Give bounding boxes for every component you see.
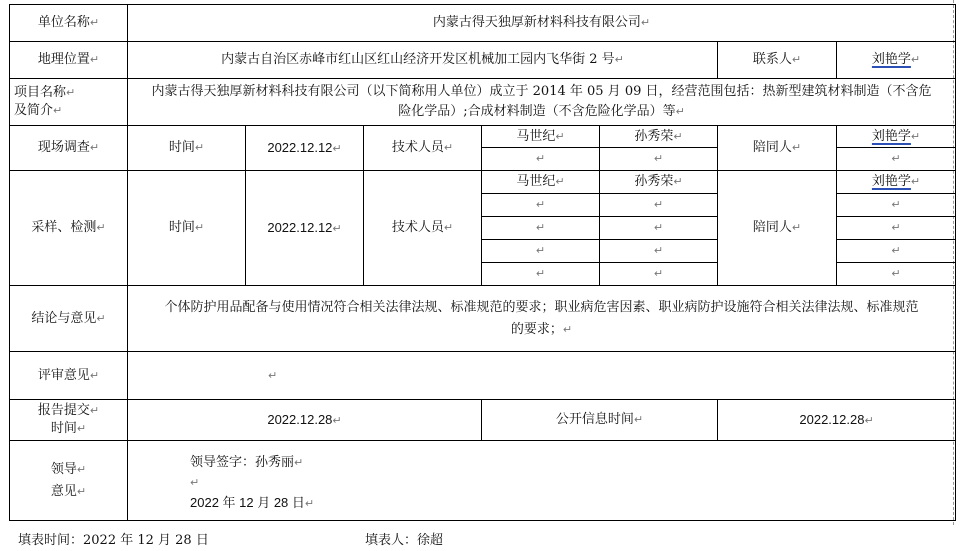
public-info-form <box>9 4 956 521</box>
leader-label: 领导↵ 意见↵ <box>10 441 128 521</box>
filler: 填表人：徐超 <box>365 533 444 548</box>
review-label: 评审意见↵ <box>10 352 128 400</box>
conclusion-line-1: 个体防护用品配备与使用情况符合相关法律法规、标准规范的要求；职业病危害因素、职业病防护设施符合相关法律法规、标准规范 <box>164 299 919 315</box>
sampling-empty-cell: ↵ <box>600 240 718 263</box>
row-leader <box>10 441 956 521</box>
sampling-empty-cell: ↵ <box>482 217 600 240</box>
sampling-empty-cell: ↵ <box>600 217 718 240</box>
sampling-empty-cell: ↵ <box>837 240 956 263</box>
conclusion-text: 个体防护用品配备与使用情况符合相关法律法规、标准规范的要求；职业病危害因素、职业病防护设施符合相关法律法规、标准规范 的要求；↵ <box>128 286 956 352</box>
sampling-staff-2: 孙秀荣↵ <box>600 171 718 194</box>
sampling-tech-label: 技术人员↵ <box>364 171 482 286</box>
location-label: 地理位置↵ <box>10 42 128 79</box>
row-conclusion <box>10 286 956 352</box>
sampling-empty-cell: ↵ <box>482 263 600 286</box>
location-value: 内蒙古自治区赤峰市红山区红山经济开发区机械加工园内飞华街 2 号↵ <box>128 42 718 79</box>
review-text: ↵ <box>128 352 956 400</box>
leader-date: 2022 年 12 月 28 日 <box>190 495 305 510</box>
contact-label: 联系人↵ <box>718 42 837 79</box>
project-label: 项目名称↵ 及简介↵ <box>10 79 128 126</box>
sampling-empty-cell: ↵ <box>837 194 956 217</box>
row-unit <box>10 5 956 42</box>
conclusion-line-2: 的要求； <box>510 321 563 337</box>
contact-value: 刘艳学↵ <box>837 42 956 79</box>
sampling-empty-cell: ↵ <box>600 263 718 286</box>
site-escort-label: 陪同人↵ <box>718 126 837 171</box>
sampling-empty-cell: ↵ <box>837 217 956 240</box>
row-project <box>10 79 956 126</box>
site-time-label: 时间↵ <box>128 126 246 171</box>
sampling-label: 采样、检测↵ <box>10 171 128 286</box>
fill-time: 填表时间：2022 年 12 月 28 日 <box>18 533 209 548</box>
unit-label: 单位名称↵ <box>10 5 128 42</box>
row-sampling <box>10 171 956 194</box>
leader-sign-block: 领导签字：孙秀丽↵ ↵ 2022 年 12 月 28 日↵ <box>128 441 956 521</box>
site-staff-1: 马世纪↵ <box>482 126 600 148</box>
unit-value: 内蒙古得天独厚新材料科技有限公司↵ <box>128 5 956 42</box>
leader-signature: 领导签字：孙秀丽 <box>190 455 295 470</box>
conclusion-label: 结论与意见↵ <box>10 286 128 352</box>
site-staff-empty-1: ↵ <box>482 148 600 171</box>
row-review <box>10 352 956 400</box>
sampling-escort-label: 陪同人↵ <box>718 171 837 286</box>
row-site <box>10 126 956 148</box>
row-location <box>10 42 956 79</box>
site-staff-2: 孙秀荣↵ <box>600 126 718 148</box>
site-tech-label: 技术人员↵ <box>364 126 482 171</box>
site-escort-empty: ↵ <box>837 148 956 171</box>
report-label: 报告提交↵ 时间↵ <box>10 400 128 441</box>
report-submit-date: 2022.12.28↵ <box>128 400 482 441</box>
sampling-empty-cell: ↵ <box>837 263 956 286</box>
sampling-empty-cell: ↵ <box>482 240 600 263</box>
project-summary: 内蒙古得天独厚新材料科技有限公司（以下简称用人单位）成立于 2014 年 05 月 09 日，经营范围包括：热新型建筑材料制造（不含危 险化学品）;合成材料制造（不含危险化学品）等↵ <box>128 79 956 126</box>
sampling-staff-1: 马世纪↵ <box>482 171 600 194</box>
sampling-empty-cell: ↵ <box>600 194 718 217</box>
site-staff-empty-2: ↵ <box>600 148 718 171</box>
site-label: 现场调查↵ <box>10 126 128 171</box>
sampling-time-label: 时间↵ <box>128 171 246 286</box>
site-time-value: 2022.12.12↵ <box>246 126 364 171</box>
sampling-escort: 刘艳学↵ <box>837 171 956 194</box>
site-escort: 刘艳学↵ <box>837 126 956 148</box>
project-line-1: 内蒙古得天独厚新材料科技有限公司（以下简称用人单位）成立于 2014 年 05 月 09 日，经营范围包括：热新型建筑材料制造（不含危 <box>151 84 932 99</box>
public-info-date: 2022.12.28↵ <box>718 400 956 441</box>
public-info-label: 公开信息时间↵ <box>482 400 718 441</box>
project-line-2: 险化学品）;合成材料制造（不含危险化学品）等 <box>398 104 676 119</box>
row-report <box>10 400 956 441</box>
sampling-empty-cell: ↵ <box>482 194 600 217</box>
sampling-time-value: 2022.12.12↵ <box>246 171 364 286</box>
